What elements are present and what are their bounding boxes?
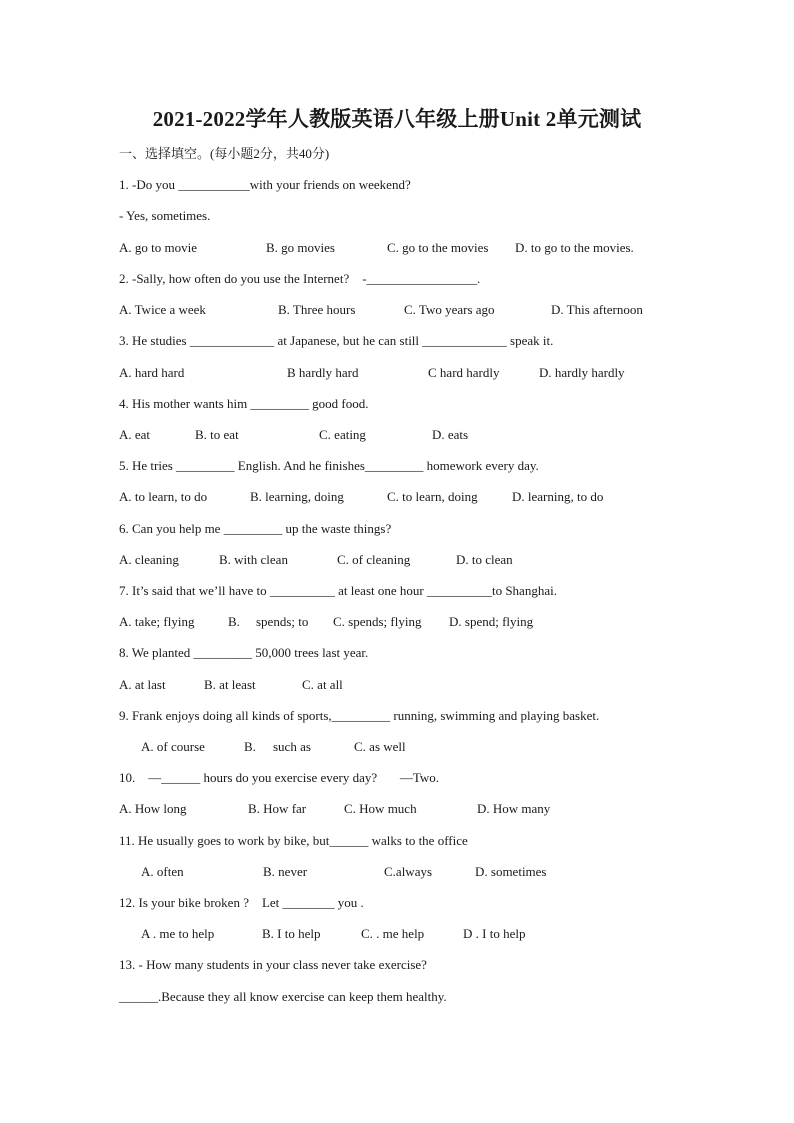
q6-option-a: A. cleaning [119,552,179,567]
q5-option-c: C. to learn, doing [387,489,478,504]
q9-option-b-letter: B. [244,739,256,754]
question-8-stem: 8. We planted _________ 50,000 trees last year. [119,645,369,660]
question-13-answer: ______.Because they all know exercise can keep them healthy. [119,989,447,1004]
q12-option-a: A . me to help [141,926,215,941]
q12-option-d: D . I to help [463,926,526,941]
q9-option-b-text: such as [273,739,311,754]
q5-option-d: D. learning, to do [512,489,604,504]
q8-option-b: B. at least [204,677,256,692]
question-2-stem: 2. -Sally, how often do you use the Internet? -_________________. [119,271,481,286]
question-7-stem: 7. It’s said that we’ll have to __________ at least one hour __________to Shanghai. [119,583,557,598]
section-heading: 一、选择填空。(每小题2分，共40分) [119,146,330,161]
q3-option-a: A. hard hard [119,365,185,380]
q2-option-c: C. Two years ago [404,302,495,317]
q10-option-d: D. How many [477,801,551,816]
q6-option-b: B. with clean [219,552,288,567]
q3-option-c: C hard hardly [428,365,500,380]
question-10-stem: 10. —______ hours do you exercise every day? —Two. [119,770,440,785]
question-5-stem: 5. He tries _________ English. And he finishes_________ homework every day. [119,458,539,473]
question-4-stem: 4. His mother wants him _________ good food. [119,396,369,411]
q7-option-d: D. spend; flying [449,614,534,629]
q1-option-d: D. to go to the movies. [515,240,634,255]
question-11-stem: 11. He usually goes to work by bike, but______ walks to the office [119,833,468,848]
q1-option-c: C. go to the movies [387,240,489,255]
q5-option-a: A. to learn, to do [119,489,208,504]
question-3-stem: 3. He studies _____________ at Japanese, but he can still _____________ speak it. [119,333,554,348]
question-12-stem: 12. Is your bike broken ? Let ________ you . [119,895,364,910]
q8-option-a: A. at last [119,677,166,692]
question-13-stem: 13. - How many students in your class never take exercise? [119,957,427,972]
q4-option-c: C. eating [319,427,366,442]
q12-option-b: B. I to help [262,926,321,941]
q7-option-b-text: spends; to [256,614,309,629]
q7-option-b-letter: B. [228,614,240,629]
q9-option-c: C. as well [354,739,406,754]
question-6-stem: 6. Can you help me _________ up the waste things? [119,521,392,536]
q10-option-b: B. How far [248,801,307,816]
q4-option-b: B. to eat [195,427,239,442]
q4-option-d: D. eats [432,427,469,442]
q7-option-a: A. take; flying [119,614,195,629]
question-1-answer: - Yes, sometimes. [119,208,211,223]
q11-option-a: A. often [141,864,184,879]
q9-option-a: A. of course [141,739,205,754]
question-9-stem: 9. Frank enjoys doing all kinds of sports,_________ running, swimming and playing basket. [119,708,600,723]
q3-option-b: B hardly hard [287,365,359,380]
q6-option-c: C. of cleaning [337,552,411,567]
page-title: 2021-2022学年人教版英语八年级上册Unit 2单元测试 [152,107,642,131]
q2-option-b: B. Three hours [278,302,356,317]
q3-option-d: D. hardly hardly [539,365,625,380]
q12-option-c: C. . me help [361,926,425,941]
q2-option-d: D. This afternoon [551,302,643,317]
q8-option-c: C. at all [302,677,343,692]
q6-option-d: D. to clean [456,552,513,567]
q1-option-a: A. go to movie [119,240,197,255]
q7-option-c: C. spends; flying [333,614,422,629]
q4-option-a: A. eat [119,427,151,442]
q11-option-d: D. sometimes [475,864,547,879]
q11-option-c: C.always [384,864,433,879]
q11-option-b: B. never [263,864,308,879]
q2-option-a: A. Twice a week [119,302,206,317]
question-1-stem: 1. -Do you ___________with your friends on weekend? [119,177,411,192]
q10-option-c: C. How much [344,801,417,816]
q1-option-b: B. go movies [266,240,335,255]
q5-option-b: B. learning, doing [250,489,344,504]
q10-option-a: A. How long [119,801,187,816]
